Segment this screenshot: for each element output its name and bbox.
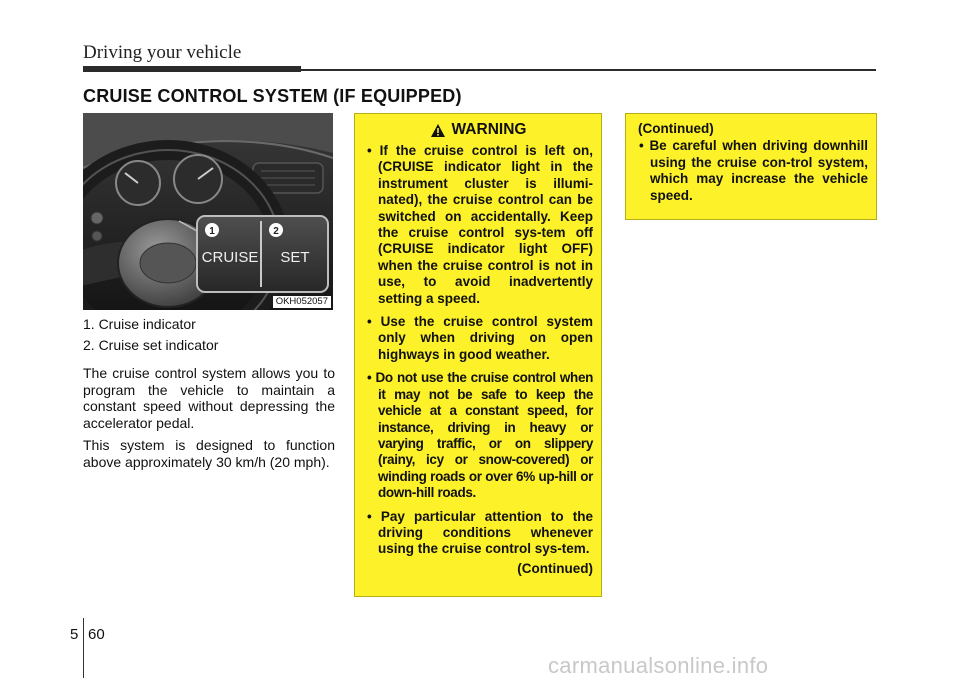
continued-item: • Be careful when driving downhill using the cruise con-trol system, which may increase the vehicle speed. (639, 138, 868, 203)
body-paragraph: This system is designed to function above approximately 30 km/h (20 mph). (83, 437, 335, 470)
callout-1-label: 1 (209, 226, 215, 237)
left-column (83, 316, 335, 470)
cruise-indicator-label: CRUISE (201, 249, 259, 266)
steering-wheel-image (83, 113, 333, 310)
caption-1: 1. Cruise indicator (83, 316, 196, 332)
warning-continued: (Continued) (517, 560, 593, 576)
warning-item: • Do not use the cruise control when it may not be safe to keep the vehicle at a constant speed, for instance, driving in heavy or varying traffic, or on slippery (rainy, icy or snow-covered) or winding roads or over 6% up-hill or down-hill roads. (367, 370, 594, 501)
page-number: 60 (88, 626, 105, 643)
image-code: OKH052057 (273, 296, 331, 308)
warning-item: • If the cruise control is left on, (CRUISE indicator light in the instrument cluster is illumi-nated), the cruise control can be switched on accidentally. Keep the cruise control sys-tem off (CRUISE indicator light OFF) when the cruise control is not in use, to avoid inadvertently setting a speed. (367, 143, 593, 306)
warning-heading (363, 121, 593, 139)
footer-divider (83, 618, 84, 678)
body-paragraph: The cruise control system allows you to program the vehicle to maintain a constant speed without depressing the accelerator pedal. (83, 365, 335, 431)
header-rule-thin (301, 69, 876, 71)
watermark: carmanualsonline.info (548, 653, 769, 678)
warning-item: • Pay particular attention to the driving conditions whenever using the cruise control sys-tem. (367, 508, 593, 557)
warning-list (363, 143, 593, 558)
section-title: CRUISE CONTROL SYSTEM (IF EQUIPPED) (83, 86, 462, 106)
set-indicator-label: SET (280, 249, 310, 266)
warning-triangle-icon (430, 123, 446, 138)
dashboard-illustration (83, 113, 333, 310)
warning-item-text: If the cruise control is left on, (CRUISE indicator light in the instrument cluster is illumi-nated), the cruise control can be switched on accidentally. Keep the cruise control sys-tem off (CRUISE indicator light OFF) when the cruise control is not in use, to avoid inadvertently setting a speed. (378, 143, 593, 306)
warning-title: WARNING (451, 121, 527, 138)
caption-2: 2. Cruise set indicator (83, 336, 219, 353)
warning-item-text: Do not use the cruise control when it may not be safe to keep the vehicle at a constant speed, for instance, driving in heavy or varying traffic, or on slippery (rainy, icy or snow-covered) or winding roads or over 6% up-hill or down-hill roads. (375, 370, 594, 501)
header-rule-thick (83, 66, 301, 72)
warning-item-text: Pay particular attention to the driving conditions whenever using the cruise control sys-tem. (378, 508, 593, 557)
warning-item: • Use the cruise control system only when driving on open highways in good weather. (367, 314, 593, 362)
continued-heading: (Continued) (638, 121, 714, 136)
callout-2-label: 2 (273, 226, 279, 237)
continued-item-text: Be careful when driving downhill using the cruise con-trol system, which may increase the vehicle speed. (649, 138, 868, 203)
chapter-number: 5 (70, 626, 79, 643)
warning-item-text: Use the cruise control system only when driving on open highways in good weather. (378, 314, 593, 362)
chapter-title: Driving your vehicle (83, 42, 242, 63)
continued-warning-box (625, 113, 877, 220)
warning-box (354, 113, 602, 597)
